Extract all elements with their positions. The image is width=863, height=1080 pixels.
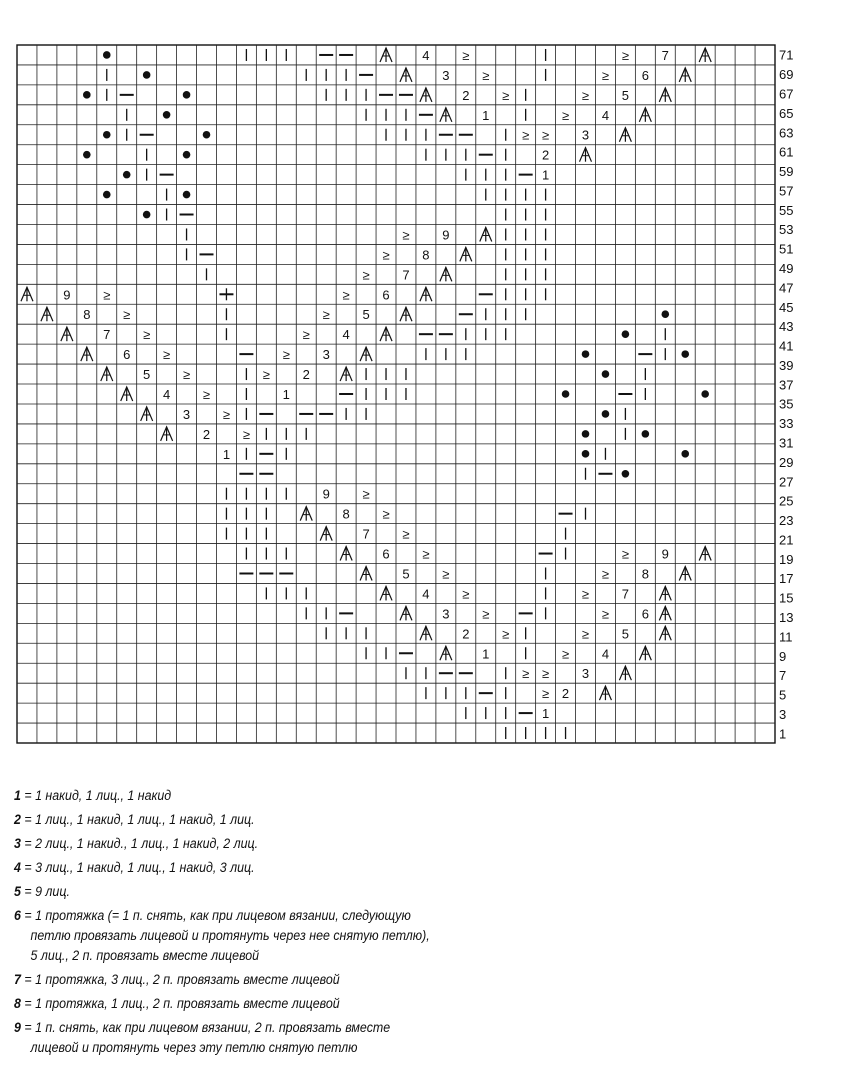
ge-symbol: ≥	[402, 227, 410, 243]
row-number: 41	[779, 338, 794, 354]
cell-number: 4	[601, 107, 610, 123]
legend-item-1	[14, 786, 566, 806]
cell-number: 9	[442, 227, 450, 243]
dash-symbol: –	[482, 685, 490, 701]
legend-line	[14, 810, 566, 830]
dash-symbol: –	[262, 445, 270, 461]
cell-number: 5	[143, 367, 151, 383]
ge-symbol: ≥	[402, 526, 410, 542]
dash-symbol: –	[422, 106, 430, 122]
filled-dot-icon	[83, 151, 91, 159]
filled-dot-icon	[681, 450, 689, 458]
dash-symbol: –	[561, 505, 570, 521]
ge-symbol: ≥	[242, 426, 250, 442]
cell-number: 6	[641, 67, 649, 83]
dash-symbol: –	[422, 326, 430, 342]
legend-line: лицевой и протянуть через эту петлю снятую петлю	[30, 1040, 358, 1055]
legend-line	[14, 834, 566, 854]
dash-symbol: –	[322, 405, 330, 421]
ge-symbol: ≥	[561, 646, 570, 662]
filled-dot-icon	[602, 370, 610, 378]
filled-dot-icon	[602, 410, 610, 418]
ge-symbol: ≥	[581, 87, 590, 103]
ge-symbol: ≥	[621, 47, 629, 63]
row-number: 29	[779, 454, 794, 470]
legend-number: 1	[14, 788, 21, 803]
row-number: 27	[779, 474, 794, 490]
row-number: 25	[779, 493, 794, 509]
legend-number: 9	[14, 1020, 21, 1035]
ge-symbol: ≥	[542, 127, 550, 143]
ge-symbol: ≥	[502, 626, 510, 642]
row-number: 55	[779, 202, 794, 218]
cell-number: 1	[482, 646, 490, 662]
legend-item-9	[14, 1018, 566, 1058]
legend-number: 7	[14, 972, 21, 987]
ge-symbol: ≥	[123, 307, 131, 323]
row-number: 57	[779, 183, 794, 199]
ge-symbol: ≥	[581, 626, 590, 642]
ge-symbol: ≥	[202, 387, 211, 402]
row-number: 37	[779, 377, 794, 393]
cell-number: 2	[302, 367, 310, 383]
dash-symbol: –	[342, 46, 350, 62]
legend-line	[14, 1018, 566, 1038]
legend	[14, 786, 614, 1062]
legend-text: = 1 протяжка (= 1 п. снять, как при лицевом вязании, следующую	[20, 908, 411, 923]
filled-dot-icon	[622, 330, 630, 338]
row-number: 67	[779, 86, 794, 102]
ge-symbol: ≥	[561, 107, 570, 123]
dash-symbol: –	[222, 286, 231, 302]
row-number: 23	[779, 513, 794, 529]
dash-symbol: –	[442, 665, 450, 681]
row-number: 43	[779, 319, 794, 335]
dash-symbol: –	[442, 126, 450, 142]
cell-number: 3	[581, 666, 590, 682]
ge-symbol: ≥	[362, 267, 370, 283]
filled-dot-icon	[83, 91, 91, 99]
row-number: 33	[779, 416, 794, 432]
dash-symbol: –	[541, 545, 550, 561]
legend-text: = 1 протяжка, 1 лиц., 2 п. провязать вместе лицевой	[20, 996, 340, 1011]
dash-symbol: –	[242, 346, 251, 362]
dash-symbol: –	[522, 705, 530, 721]
cell-number: 1	[541, 706, 550, 722]
cell-number: 8	[83, 307, 91, 323]
cell-number: 7	[103, 327, 111, 343]
cell-number: 3	[581, 127, 590, 143]
grid-lines	[17, 45, 775, 743]
filled-dot-icon	[661, 310, 669, 318]
filled-dot-icon	[701, 390, 709, 398]
legend-number: 3	[14, 836, 21, 851]
row-number: 9	[779, 648, 787, 664]
legend-line	[14, 994, 566, 1014]
ge-symbol: ≥	[502, 87, 510, 103]
cell-number: 7	[362, 526, 370, 542]
legend-text: = 1 накид, 1 лиц., 1 накид	[20, 788, 172, 803]
dash-symbol: –	[621, 386, 630, 401]
dash-symbol: –	[302, 405, 310, 421]
legend-line	[14, 882, 566, 902]
row-number: 69	[779, 67, 794, 83]
filled-dot-icon	[622, 470, 630, 478]
cell-number: 8	[422, 247, 430, 263]
dash-symbol: –	[362, 66, 370, 82]
ge-symbol: ≥	[302, 327, 310, 343]
ge-symbol: ≥	[262, 367, 270, 383]
ge-symbol: ≥	[462, 586, 470, 602]
filled-dot-icon	[582, 430, 590, 438]
cell-number: 7	[661, 47, 669, 63]
filled-dot-icon	[163, 111, 171, 119]
dash-symbol: –	[462, 126, 470, 142]
ge-symbol: ≥	[362, 486, 370, 502]
cell-number: 9	[63, 287, 71, 303]
cell-number: 3	[442, 606, 450, 622]
cell-number: 1	[222, 446, 231, 462]
ge-symbol: ≥	[522, 666, 530, 682]
dash-symbol: –	[342, 605, 350, 621]
row-number: 11	[779, 629, 793, 645]
cell-number: 1	[282, 387, 290, 402]
ge-symbol: ≥	[542, 686, 550, 702]
dash-symbol: –	[482, 146, 490, 162]
cell-number: 2	[462, 626, 470, 642]
cell-number: 7	[621, 586, 630, 602]
row-number: 17	[779, 571, 794, 587]
legend-line	[14, 786, 566, 806]
cell-number: 5	[621, 626, 630, 642]
filled-dot-icon	[183, 151, 191, 159]
dash-symbol: –	[262, 405, 270, 421]
row-number: 59	[779, 164, 794, 180]
ge-symbol: ≥	[462, 47, 470, 63]
legend-number: 4	[14, 860, 21, 875]
dash-symbol: –	[402, 645, 410, 661]
row-number: 51	[779, 241, 794, 257]
row-number: 1	[779, 726, 787, 742]
row-number: 61	[779, 144, 794, 160]
dash-symbol: –	[601, 465, 610, 481]
legend-item-2	[14, 810, 566, 830]
ge-symbol: ≥	[581, 586, 590, 602]
cell-number: 6	[641, 606, 649, 622]
dash-symbol: –	[262, 465, 270, 481]
cell-number: 5	[402, 566, 410, 582]
row-number: 65	[779, 105, 794, 121]
filled-dot-icon	[203, 131, 211, 139]
legend-item-4	[14, 858, 566, 878]
legend-text: = 3 лиц., 1 накид, 1 лиц., 1 накид, 3 лиц.	[20, 860, 255, 875]
dash-symbol: –	[202, 246, 211, 262]
dash-symbol: –	[482, 286, 490, 302]
filled-dot-icon	[103, 191, 111, 199]
ge-symbol: ≥	[382, 247, 390, 263]
dash-symbol: –	[402, 86, 410, 102]
ge-symbol: ≥	[143, 327, 151, 343]
cell-number: 1	[482, 107, 490, 123]
row-number: 7	[779, 668, 787, 684]
ge-symbol: ≥	[422, 546, 430, 562]
row-number: 31	[779, 435, 794, 451]
ge-symbol: ≥	[182, 367, 191, 383]
dash-symbol: –	[522, 166, 530, 182]
ge-symbol: ≥	[163, 347, 171, 363]
cell-number: 5	[621, 87, 630, 103]
ge-symbol: ≥	[103, 287, 111, 303]
filled-dot-icon	[183, 191, 191, 199]
dash-symbol: –	[123, 86, 131, 102]
ge-symbol: ≥	[601, 566, 610, 582]
ge-symbol: ≥	[222, 406, 231, 422]
dash-symbol: –	[182, 206, 191, 222]
filled-dot-icon	[582, 350, 590, 358]
cell-number: 2	[202, 426, 211, 442]
row-number: 35	[779, 396, 794, 412]
legend-item-3	[14, 834, 566, 854]
cell-number: 6	[382, 287, 390, 303]
cell-number: 4	[422, 47, 430, 63]
legend-text: = 1 протяжка, 3 лиц., 2 п. провязать вместе лицевой	[20, 972, 340, 987]
legend-number: 5	[14, 884, 21, 899]
filled-dot-icon	[103, 131, 111, 139]
cell-number: 7	[402, 267, 410, 283]
dash-symbol: –	[242, 565, 251, 581]
dash-symbol: –	[462, 665, 470, 681]
cell-number: 4	[162, 387, 171, 402]
legend-line	[14, 906, 566, 926]
dash-symbol: –	[262, 565, 270, 581]
row-number: 39	[779, 357, 794, 373]
row-number: 49	[779, 260, 794, 276]
dash-symbol: –	[143, 126, 151, 142]
dash-symbol: –	[641, 346, 649, 362]
ge-symbol: ≥	[542, 666, 550, 682]
filled-dot-icon	[562, 390, 570, 398]
row-number: 19	[779, 551, 794, 567]
legend-number: 8	[14, 996, 21, 1011]
cell-number: 9	[322, 486, 330, 502]
cell-number: 2	[462, 87, 470, 103]
row-number: 3	[779, 706, 787, 722]
ge-symbol: ≥	[322, 307, 330, 323]
legend-line	[14, 970, 566, 990]
ge-symbol: ≥	[482, 606, 490, 622]
dash-symbol: –	[442, 326, 450, 342]
cell-number: 3	[182, 406, 191, 422]
ge-symbol: ≥	[442, 566, 450, 582]
cell-number: 6	[382, 546, 390, 562]
row-number: 45	[779, 299, 794, 315]
ge-symbol: ≥	[621, 546, 629, 562]
filled-dot-icon	[143, 71, 151, 79]
row-number: 71	[779, 47, 794, 63]
legend-line	[14, 858, 566, 878]
legend-number: 6	[14, 908, 21, 923]
filled-dot-icon	[123, 171, 131, 179]
cell-number: 2	[561, 686, 570, 702]
dash-symbol: –	[162, 166, 171, 182]
legend-number: 2	[14, 812, 21, 827]
legend-item-6	[14, 906, 566, 966]
row-number: 53	[779, 222, 794, 238]
filled-dot-icon	[582, 450, 590, 458]
dash-symbol: –	[322, 46, 330, 62]
dash-symbol: –	[342, 386, 350, 401]
legend-item-8	[14, 994, 566, 1014]
dash-symbol: –	[282, 565, 290, 581]
dash-symbol: –	[382, 86, 390, 102]
dash-symbol: –	[462, 306, 470, 322]
ge-symbol: ≥	[382, 506, 390, 522]
cell-number: 4	[342, 327, 350, 343]
ge-symbol: ≥	[601, 606, 610, 622]
ge-symbol: ≥	[522, 127, 530, 143]
ge-symbol: ≥	[482, 67, 490, 83]
legend-item-5	[14, 882, 566, 902]
legend-line: петлю провязать лицевой и протянуть через нее снятую петлю),	[30, 928, 430, 943]
ge-symbol: ≥	[601, 67, 610, 83]
ge-symbol: ≥	[282, 347, 290, 363]
row-number: 63	[779, 125, 794, 141]
cell-number: 1	[541, 167, 550, 183]
legend-text: = 2 лиц., 1 накид., 1 лиц., 1 накид, 2 лиц.	[20, 836, 259, 851]
cell-number: 4	[601, 646, 610, 662]
filled-dot-icon	[143, 211, 151, 219]
filled-dot-icon	[681, 350, 689, 358]
filled-dot-icon	[103, 51, 111, 59]
dash-symbol: –	[242, 465, 251, 481]
cell-number: 8	[342, 506, 350, 522]
row-number: 15	[779, 590, 794, 606]
legend-item-7	[14, 970, 566, 990]
legend-text: = 1 лиц., 1 накид, 1 лиц., 1 накид, 1 лиц.	[20, 812, 255, 827]
cell-number: 4	[422, 586, 430, 602]
cell-number: 5	[362, 307, 370, 323]
cell-number: 6	[123, 347, 131, 363]
dash-symbol: –	[522, 605, 530, 621]
ge-symbol: ≥	[342, 287, 350, 303]
filled-dot-icon	[183, 91, 191, 99]
cell-number: 8	[641, 566, 649, 582]
filled-dot-icon	[642, 430, 650, 438]
cell-number: 3	[322, 347, 330, 363]
row-number: 21	[779, 532, 794, 548]
legend-line: 5 лиц., 2 п. провязать вместе лицевой	[30, 948, 260, 963]
cell-number: 2	[541, 147, 550, 163]
row-number: 5	[779, 687, 787, 703]
legend-text: = 1 п. снять, как при лицевом вязании, 2 п. провязать вместе	[20, 1020, 391, 1035]
row-number: 13	[779, 609, 794, 625]
cell-number: 9	[661, 546, 669, 562]
cell-number: 3	[442, 67, 450, 83]
row-number: 47	[779, 280, 794, 296]
legend-text: = 9 лиц.	[20, 884, 70, 899]
